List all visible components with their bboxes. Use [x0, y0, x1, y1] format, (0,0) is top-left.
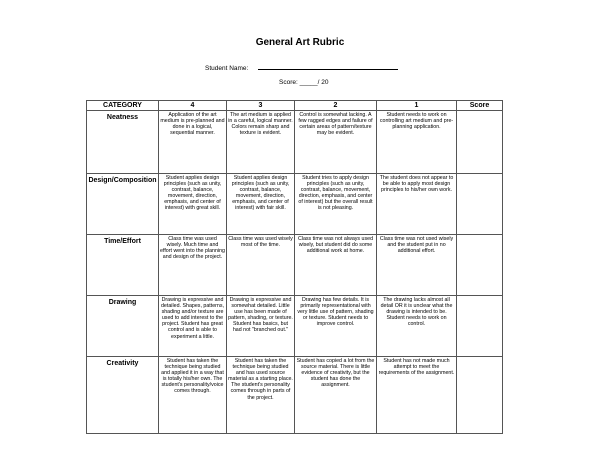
page-title: General Art Rubric	[255, 37, 345, 48]
rubric-cell: Class time was used wisely. Much time and effort went into the planning and design of the project.	[159, 235, 227, 296]
rubric-cell: Drawing has few details. It is primarily representational with very little use of pattern, shading or texture. Student needs to improve control.	[295, 296, 377, 357]
student-name-blank	[258, 63, 398, 70]
rubric-cell: Student applies design principles (such as unity, contrast, balance, movement, direction, emphasis, and center of interest) with fair skill.	[227, 174, 295, 235]
header-score: Score	[457, 101, 503, 111]
rubric-cell: Student has copied a lot from the source material. There is little evidence of creativity, but the student has done the assignment.	[295, 357, 377, 434]
rubric-cell: Student tries to apply design principles (such as unity, contrast, balance, movement, direction, emphasis, and center of interest) but the overall result is not pleasing.	[295, 174, 377, 235]
rubric-cell: Application of the art medium is pre-planned and done in a logical, sequential manner.	[159, 111, 227, 174]
header-2: 2	[295, 101, 377, 111]
table-row	[87, 174, 503, 235]
rubric-cell: Drawing is expressive and somewhat detailed. Little use has been made of pattern, shading, or texture. Student has basics, but had not "branched out."	[227, 296, 295, 357]
rubric-cell: Class time was used wisely most of the time.	[227, 235, 295, 296]
rubric-cell: Student applies design principles (such as unity, contrast, balance, movement, direction, emphasis, and center of interest) with great skill.	[159, 174, 227, 235]
rubric-cell: Class time was not always used wisely, but student did do some additional work at home.	[295, 235, 377, 296]
header-1: 1	[377, 101, 457, 111]
category-cell: Time/Effort	[87, 235, 159, 296]
score-cell	[457, 174, 503, 235]
category-cell: Creativity	[87, 357, 159, 434]
score-cell	[457, 296, 503, 357]
student-name-label: Student Name:	[205, 65, 249, 72]
rubric-cell: Student has taken the technique being studied and has used source material as a starting place. The student's personality comes through in parts of the project.	[227, 357, 295, 434]
category-cell: Drawing	[87, 296, 159, 357]
rubric-cell: Student has taken the technique being studied and applied it in a way that is totally his/her own. The student's personality/voice comes through.	[159, 357, 227, 434]
header-4: 4	[159, 101, 227, 111]
rubric-cell: Student needs to work on controlling art medium and pre-planning application.	[377, 111, 457, 174]
table-row	[87, 296, 503, 357]
table-row	[87, 357, 503, 434]
rubric-cell: The art medium is applied in a careful, logical manner. Colors remain sharp and texture is evident.	[227, 111, 295, 174]
header-row	[87, 101, 503, 111]
rubric-table	[86, 100, 503, 434]
rubric-cell: Student has not made much attempt to meet the requirements of the assignment.	[377, 357, 457, 434]
table-row	[87, 111, 503, 174]
rubric-cell: The drawing lacks almost all detail OR it is unclear what the drawing is intended to be. Student needs to work on control.	[377, 296, 457, 357]
category-cell: Neatness	[87, 111, 159, 174]
rubric-cell: The student does not appear to be able to apply most design principles to his/her own work.	[377, 174, 457, 235]
score-line: Score: _____/ 20	[279, 79, 329, 86]
rubric-cell: Drawing is expressive and detailed. Shapes, patterns, shading and/or texture are used to add interest to the project. Student has great control and is able to experiment a little.	[159, 296, 227, 357]
score-cell	[457, 357, 503, 434]
student-name-line	[205, 63, 398, 72]
score-cell	[457, 111, 503, 174]
score-cell	[457, 235, 503, 296]
rubric-cell: Class time was not used wisely and the student put in no additional effort.	[377, 235, 457, 296]
header-3: 3	[227, 101, 295, 111]
category-cell: Design/Composition	[87, 174, 159, 235]
header-category: CATEGORY	[87, 101, 159, 111]
table-row	[87, 235, 503, 296]
rubric-cell: Control is somewhat lacking. A few ragged edges and failure of certain areas of pattern/texture may be evident.	[295, 111, 377, 174]
